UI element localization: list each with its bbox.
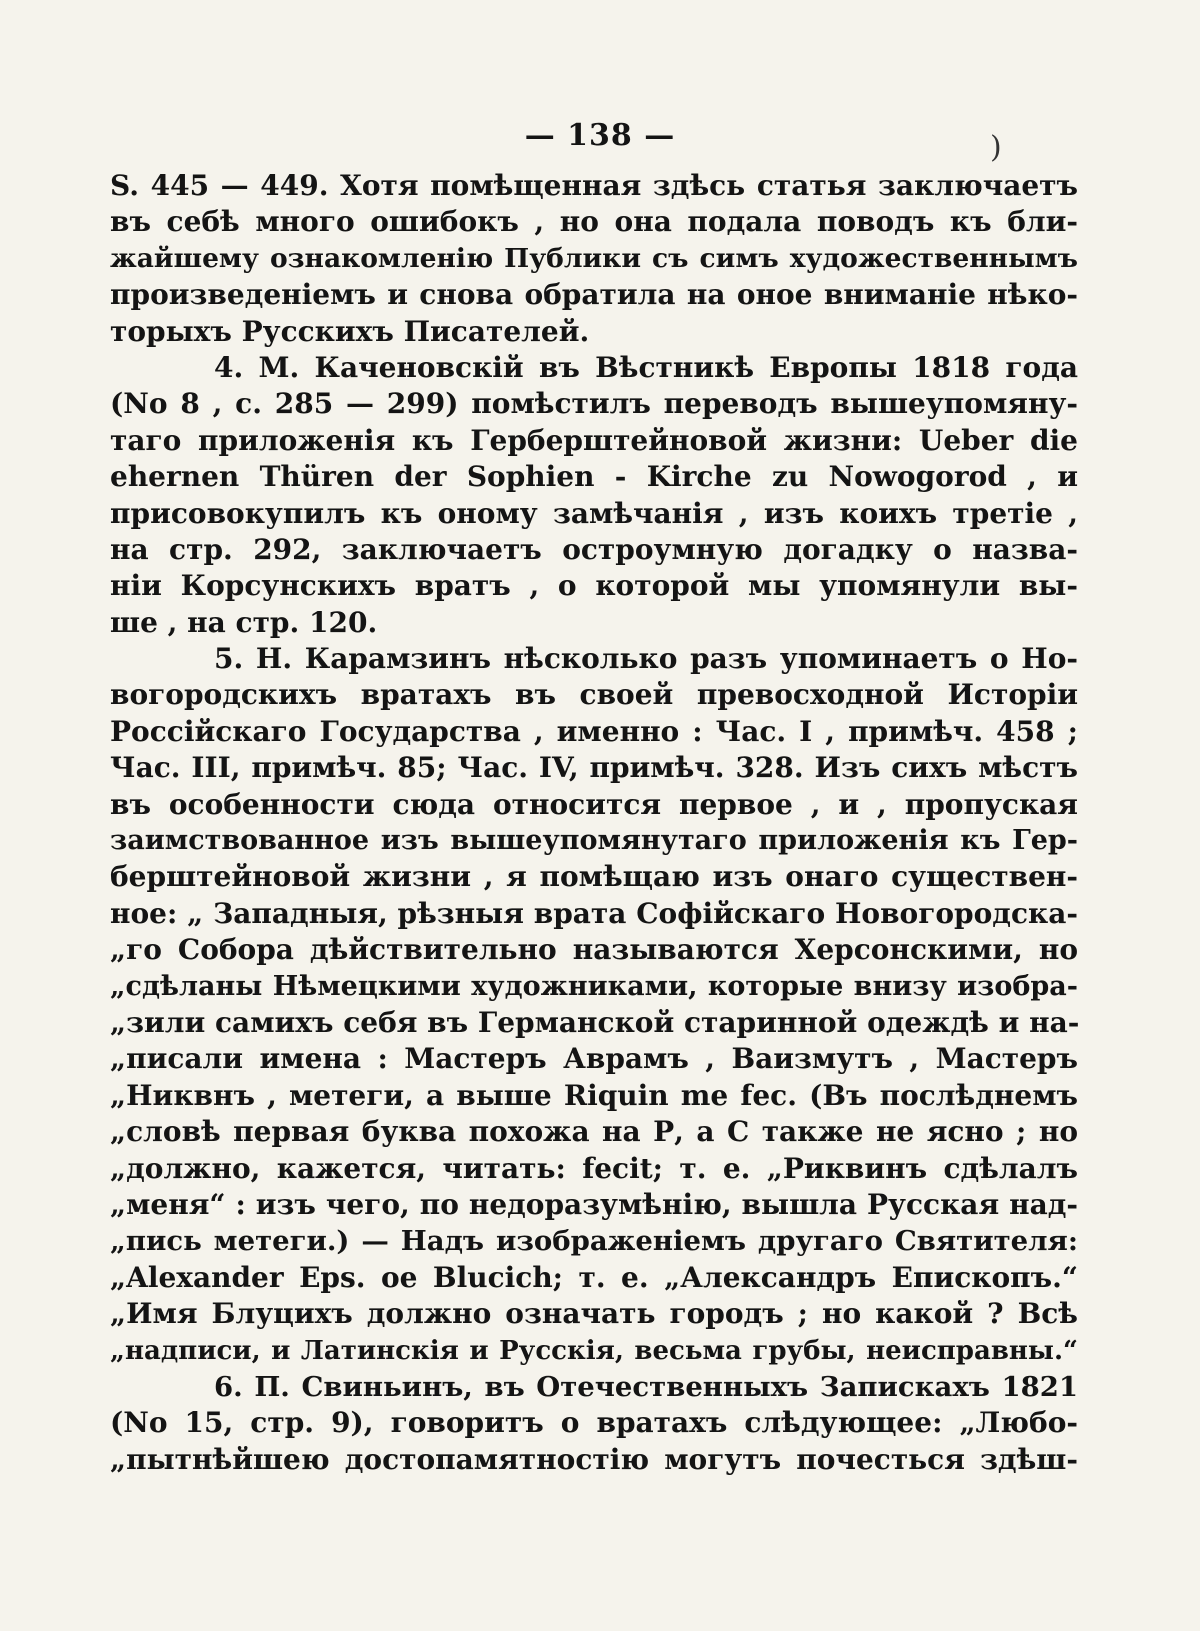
text-line: присовокупилъ къ оному замѣчанія , изъ коихъ третіе , bbox=[110, 496, 1078, 530]
text-line: „Имя Блуцихъ должно означать городъ ; но какой ? Всѣ bbox=[110, 1297, 1078, 1331]
text-line: ehernen Thüren der Sophien - Kirche zu Nowogorod , и bbox=[110, 460, 1078, 494]
text-line: „пытнѣйшею достопамятностію могутъ почесться здѣш- bbox=[110, 1442, 1078, 1476]
text-line: въ особенности сюда относится первое , и , пропуская bbox=[110, 787, 1078, 821]
body-text bbox=[110, 168, 1078, 1478]
text-line: вогородскихъ вратахъ въ своей превосходной Исторіи bbox=[110, 678, 1078, 712]
text-line: въ себѣ много ошибокъ , но она подала поводъ къ бли- bbox=[110, 205, 1078, 239]
text-line: произведеніемъ и снова обратила на оное вниманіе нѣко- bbox=[110, 278, 1078, 312]
text-line: „зили самихъ себя въ Германской старинной одеждѣ и на- bbox=[110, 1005, 1080, 1039]
text-line: „сдѣланы Нѣмецкими художниками, которые внизу изобра- bbox=[110, 970, 1078, 1002]
text-line: „Никвнъ , метеги, а выше Riquin me fec. (Въ послѣднемъ bbox=[110, 1078, 1078, 1112]
text-line: S. 445 — 449. Хотя помѣщенная здѣсь статья заключаетъ bbox=[110, 169, 1078, 202]
text-line: 4. М. Каченовскій въ Вѣстникѣ Европы 1818 года bbox=[214, 350, 1078, 384]
text-line: заимствованное изъ вышеупомянутаго приложенія къ Гер- bbox=[110, 825, 1078, 857]
stray-pen-mark: ) bbox=[990, 130, 1002, 165]
text-line: „го Собора дѣйствительно называются Херсонскими, но bbox=[110, 933, 1078, 967]
text-line: жайшему ознакомленію Публики съ симъ художественнымъ bbox=[110, 242, 1078, 274]
text-line: 5. Н. Карамзинъ нѣсколько разъ упоминаетъ о Но- bbox=[214, 642, 1078, 676]
text-line: „писали имена : Мастеръ Аврамъ , Ваизмутъ , Мастеръ bbox=[110, 1042, 1078, 1076]
text-line: „должно, кажется, читать: fecit; т. е. „Риквинъ сдѣлалъ bbox=[110, 1151, 1078, 1185]
text-line: берштейновой жизни , я помѣщаю изъ онаго существен- bbox=[110, 860, 1078, 894]
text-line: (No 8 , с. 285 — 299) помѣстилъ переводъ вышеупомяну- bbox=[110, 387, 1078, 421]
text-line: на стр. 292, заключаетъ остроумную догадку о назва- bbox=[110, 532, 1078, 566]
text-line: „словѣ первая буква похожа на Р, а С также не ясно ; но bbox=[110, 1115, 1078, 1149]
text-line: таго приложенія къ Герберштейновой жизни: Ueber die bbox=[110, 423, 1078, 457]
text-line: Россійскаго Государства , именно : Час. I , примѣч. 458 ; bbox=[110, 714, 1078, 748]
text-line: „Alexander Eps. oe Blucich; т. е. „Александръ Епископъ.“ bbox=[110, 1260, 1078, 1294]
text-line: „пись метеги.) — Надъ изображеніемъ другаго Святителя: bbox=[110, 1225, 1078, 1258]
text-line: ное: „ Западныя, рѣзныя врата Софійскаго Новогородска- bbox=[110, 896, 1078, 930]
text-line: (No 15, стр. 9), говоритъ о вратахъ слѣдующее: „Любо- bbox=[110, 1406, 1078, 1440]
text-line: „надписи, и Латинскія и Русскія, весьма грубы, неисправны.“ bbox=[110, 1335, 1078, 1366]
text-line: ше , на стр. 120. bbox=[110, 605, 378, 639]
text-line: 6. П. Свиньинъ, въ Отечественныхъ Запискахъ 1821 bbox=[214, 1370, 1078, 1403]
text-line: Час. III, примѣч. 85; Час. IV, примѣч. 328. Изъ сихъ мѣстъ bbox=[110, 751, 1078, 785]
page-number-header: — 138 — bbox=[524, 118, 676, 153]
text-line: торыхъ Русскихъ Писателей. bbox=[110, 314, 590, 348]
text-line: ніи Корсунскихъ вратъ , о которой мы упомянули вы- bbox=[110, 569, 1078, 603]
text-line: „меня“ : изъ чего, по недоразумѣнію, вышла Русская над- bbox=[110, 1187, 1078, 1221]
